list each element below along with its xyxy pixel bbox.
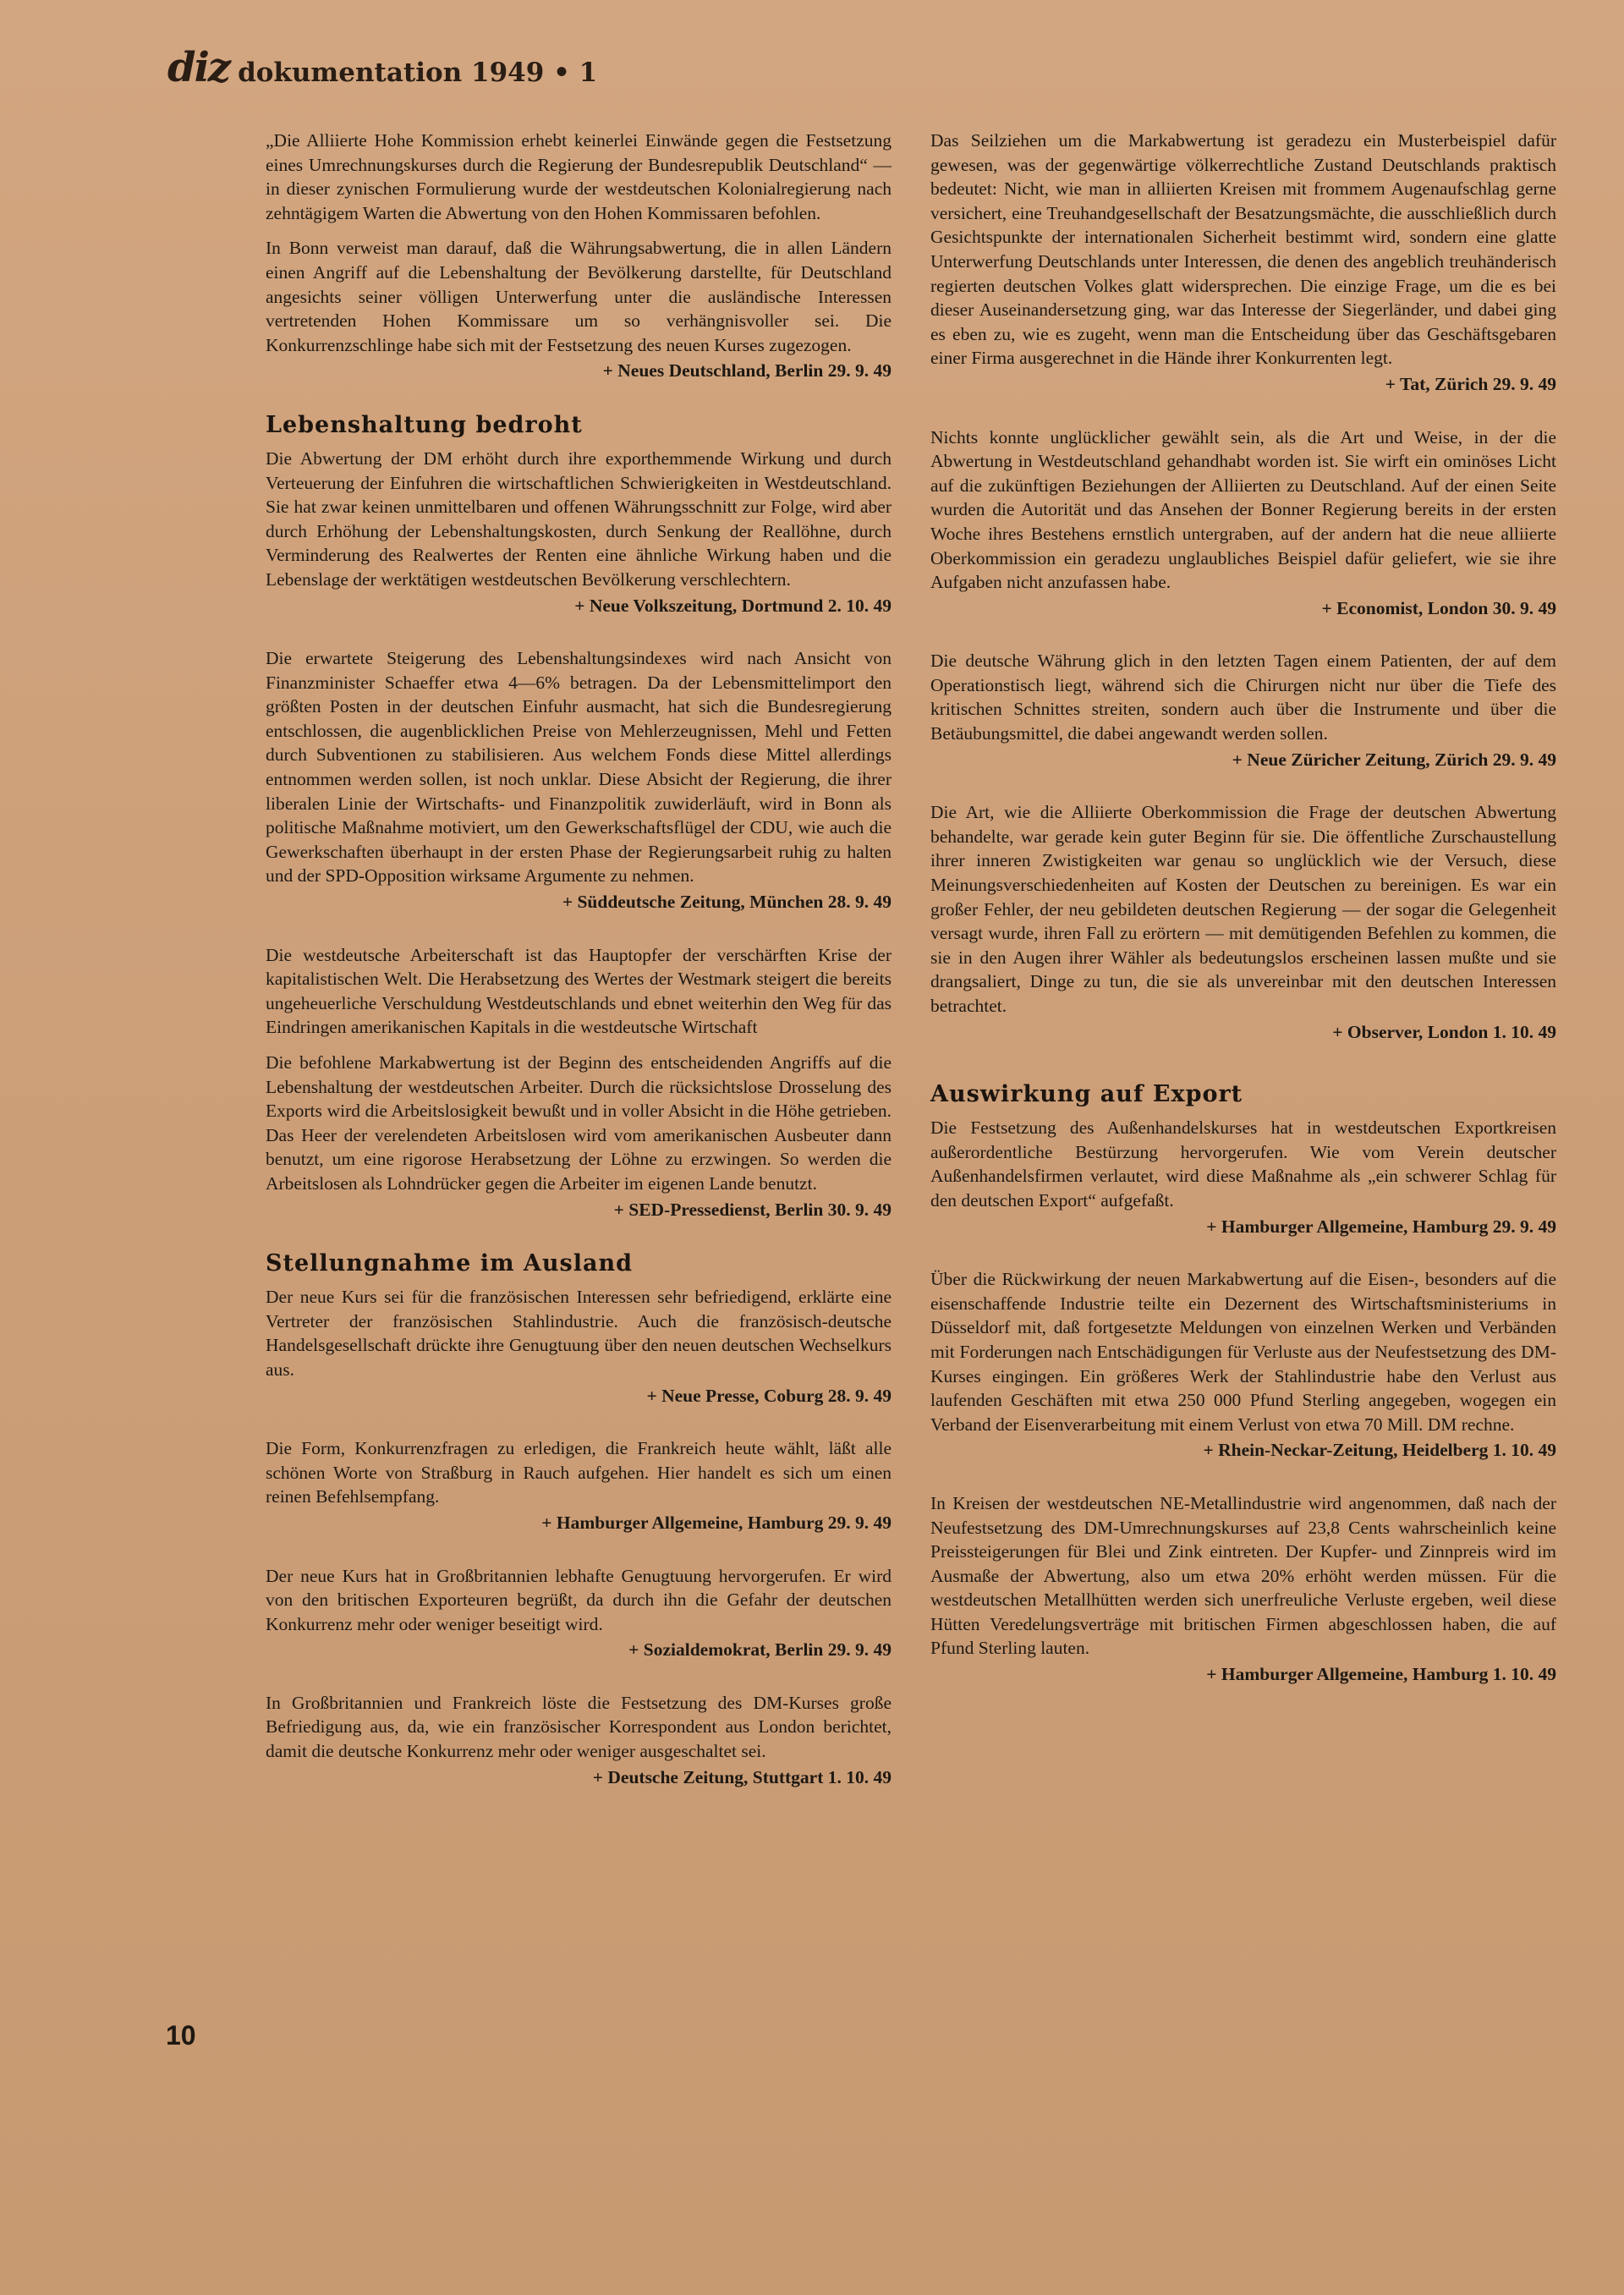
paragraph: Die Form, Konkurrenzfragen zu erledigen, die Frankreich heute wählt, läßt alle schönen Worte von Straßburg in Rauch aufgehen. Hier handelt es sich um einen reinen Befehlsempfang. [266, 1438, 892, 1507]
paragraph: In Großbritannien und Frankreich löste die Festsetzung des DM-Kurses große Befriedigung aus, da, wie ein französischer Korrespondent aus London berichtet, damit die deutsche Konkurrenz mehr oder weniger ausgeschaltet sei. [266, 1692, 892, 1762]
section-heading-lebenshaltung: Lebenshaltung bedroht [266, 411, 583, 438]
article-neue-volkszeitung [266, 447, 892, 618]
article-source: + SED-Pressedienst, Berlin 30. 9. 49 [613, 1199, 892, 1220]
article-sed-pressedienst [266, 943, 892, 1222]
paragraph: Das Seilziehen um die Markabwertung ist geradezu ein Musterbeispiel dafür gewesen, was der gegenwärtige völkerrechtliche Zustand Deutschlands praktisch bedeutet: Nicht, wie man in alliierten Kreisen mit frommem Augenaufschlag gerne versichert, eine Treuhandgesellschaft der Besatzungsmächte, die ausschließlich durch Gesichtspunkte der internationalen Sicherheit bestimmt wird, sondern eine glatte Unterwerfung Deutschlands unter Interessen, die denen des angeblich treuhänderisch regierten deutschen Volkes glatt widersprechen. Die einzige Frage, um die es bei dieser Auseinandersetzung ging, war das Interesse der Siegerländer, und dabei ging es eben zu, wie es zugeht, wenn man die Entscheidung über das Geschäftsgebaren einer Firma ausgerechnet in die Hände ihrer Konkurrenten legt. [930, 130, 1556, 369]
paragraph: Die Abwertung der DM erhöht durch ihre exporthemmende Wirkung und durch Verteuerung der Einfuhren die wirtschaftlichen Schwierigkeiten in Westdeutschland. Sie hat zwar keinen unmittelbaren und offenen Währungsschnitt zur Folge, wird aber durch Erhöhung der Lebenshaltungskosten, durch Senkung der Reallöhne, durch Verminderung des Realwertes der Renten eine ähnliche Wirkung haben und die Lebenslage der werktätigen westdeutschen Bevölkerung verschlechtern. [266, 447, 892, 590]
article-source: + Süddeutsche Zeitung, München 28. 9. 49 [562, 892, 892, 913]
article-source: + Neues Deutschland, Berlin 29. 9. 49 [602, 360, 892, 382]
right-column [930, 129, 1556, 1716]
diz-logo: diz [167, 44, 230, 91]
article-observer [930, 800, 1556, 1044]
article-source: + Tat, Zürich 29. 9. 49 [1385, 373, 1556, 394]
paragraph: In Bonn verweist man darauf, daß die Währungsabwertung, die in allen Ländern einen Angriff auf die Lebenshaltung der Bevölkerung darstellte, für Deutschland angesichts seiner völligen Unterwerfung unter die ausländische Interessen vertretenden Hohen Kommissare um so verhängnisvoller sei. Die Konkurrenzschlinge habe sich mit der Festsetzung des neuen Kurses zugezogen. [266, 238, 892, 355]
paragraph: Die befohlene Markabwertung ist der Beginn des entscheidenden Angriffs auf die Lebenshaltung der westdeutschen Arbeiter. Durch die rücksichtslose Drosselung des Exports wird die Arbeitslosigkeit bewußt und in voller Absicht in die Höhe getrieben. Das Heer der verelendeten Arbeitslosen wird vom amerikanischen Ausbeuter dann benutzt, um eine rigorose Herabsetzung der Löhne zu erzwingen. So werden die Arbeitslosen als Lohndrücker gegen die Arbeiter im eigenen Lande benutzt. [266, 1052, 892, 1194]
paragraph: Die Art, wie die Alliierte Oberkommission die Frage der deutschen Abwertung behandelte, war gerade kein guter Beginn für sie. Die öffentliche Zurschaustellung ihrer inneren Zwistigkeiten war genau so unglücklich wie der Versuch, diese Meinungsverschiedenheiten auf Kosten der Deutschen zu bereinigen. Es war ein großer Fehler, der neu gebildeten deutschen Regierung — der sogar die Gelegenheit versagt wurde, ihren Fall zu erörtern — mit demütigenden Befehlen zu kommen, die sie in den Augen ihrer Wähler als bedeutungslos erscheinen lassen mußte und sie drangsaliert, Dinge zu tun, die sie als unvereinbar mit den deutschen Interessen betrachtet. [930, 802, 1556, 1016]
article-neues-deutschland [266, 129, 892, 383]
section-heading-export: Auswirkung auf Export [930, 1081, 1243, 1108]
article-tat [930, 129, 1556, 397]
page-header [167, 44, 597, 91]
paragraph: Die Festsetzung des Außenhandelskurses hat in westdeutschen Exportkreisen außerordentliche Bestürzung hervorgerufen. Wie vom Verein deutscher Außenhandelsfirmen verlautet, wird diese Maßnahme als „ein schwerer Schlag für den deutschen Export“ aufgefaßt. [930, 1117, 1556, 1211]
article-source: + Economist, London 30. 9. 49 [1321, 597, 1556, 618]
article-deutsche-zeitung [266, 1691, 892, 1789]
article-source: + Hamburger Allgemeine, Hamburg 1. 10. 49 [1206, 1664, 1556, 1685]
article-source: + Observer, London 1. 10. 49 [1332, 1021, 1556, 1042]
article-source: + Hamburger Allgemeine, Hamburg 29. 9. 49 [541, 1512, 892, 1533]
paragraph: In Kreisen der westdeutschen NE-Metallindustrie wird angenommen, daß nach der Neufestsetzung des DM-Umrechnungskurses auf 23,8 Cents wahrscheinlich keine Preissteigerungen für Blei und Zink eintreten. Der Kupfer- und Zinnpreis wird im Ausmaße der Abwertung, also um etwa 20% erhöht werden müssen. Für die westdeutschen Metallhütten werden sich unerfreuliche Verluste ergeben, weil diese Hütten Veredelungsverträge mit britischen Firmen abgeschlossen haben, die auf Pfund Sterling lauten. [930, 1492, 1556, 1659]
article-source: + Hamburger Allgemeine, Hamburg 29. 9. 49 [1206, 1216, 1556, 1237]
article-hamburger-allgemeine-3 [930, 1491, 1556, 1687]
paragraph: Die erwartete Steigerung des Lebenshaltungsindexes wird nach Ansicht von Finanzminister Schaeffer etwa 4—6% betragen. Da der Lebensmittelimport den größten Posten in der deutschen Einfuhr ausmacht, hat sich die Bundesregierung entschlossen, die augenblicklichen Preise von Mehlerzeugnissen, Mehl und Fetten durch Subventionen zu stabilisieren. Aus welchem Fonds diese Mittel allerdings entnommen werden sollen, ist noch unklar. Diese Absicht der Regierung, die ihrer liberalen Linie der Wirtschafts- und Finanzpolitik zuwiderläuft, wird in Bonn als politische Maßnahme motiviert, um den Gewerkschaftsflügel der CDU, wie auch die Gewerkschaften überhaupt in der ersten Phase der Regierungsarbeit ruhig zu halten und der SPD-Opposition wirksame Argumente zu nehmen. [266, 648, 892, 887]
paragraph: Der neue Kurs sei für die französischen Interessen sehr befriedigend, erklärte eine Vertreter der französischen Stahlindustrie. Auch die französisch-deutsche Handelsgesellschaft drückte ihre Genugtuung über den neuen deutschen Wechselkurs aus. [266, 1287, 892, 1380]
article-sozialdemokrat [266, 1564, 892, 1662]
paragraph: Die westdeutsche Arbeiterschaft ist das Hauptopfer der verschärften Krise der kapitalistischen Welt. Die Herabsetzung des Wertes der Westmark steigert die bereits ungeheuerliche Verschuldung Westdeutschlands und ebnet weiterhin den Weg für das Eindringen amerikanischen Kapitals in die westdeutsche Wirtschaft [266, 944, 892, 1038]
page-number: 10 [166, 2020, 196, 2051]
paragraph: Nichts konnte unglücklicher gewählt sein, als die Art und Weise, in der die Abwertung in Westdeutschland gehandhabt worden ist. Sie wirft ein ominöses Licht auf die zukünftigen Beziehungen der Alliierten zu Deutschland. Auf der einen Seite wurden die Autorität und das Ansehen der Bonner Regierung bereits in der ersten Woche ihres Bestehens ernstlich untergraben, auf der andern hat die neue alliierte Oberkommission ein geradezu unglaubliches Beispiel dafür geliefert, wie sie ihre Aufgaben nicht anzufassen habe. [930, 426, 1556, 593]
article-rhein-neckar [930, 1267, 1556, 1463]
section-heading-ausland: Stellungnahme im Ausland [266, 1250, 633, 1277]
article-source: + Neue Volkszeitung, Dortmund 2. 10. 49 [574, 595, 892, 616]
article-neue-zuericher [930, 649, 1556, 771]
paragraph: Die deutsche Währung glich in den letzten Tagen einem Patienten, der auf dem Operationstisch liegt, während sich die Chirurgen nicht nur über die Tiefe des kritischen Schnittes streiten, sondern auch über die Instrumente und über die Betäubungsmittel, die dabei angewandt werden sollen. [930, 651, 1556, 744]
article-source: + Neue Züricher Zeitung, Zürich 29. 9. 49 [1232, 749, 1556, 770]
paragraph: Der neue Kurs hat in Großbritannien lebhafte Genugtuung hervorgerufen. Er wird von den britischen Exporteuren begrüßt, da durch ihn die Gefahr der deutschen Konkurrenz mehr oder weniger beseitigt wird. [266, 1565, 892, 1634]
article-source: + Rhein-Neckar-Zeitung, Heidelberg 1. 10. 49 [1203, 1440, 1556, 1461]
article-source: + Sozialdemokrat, Berlin 29. 9. 49 [628, 1639, 892, 1661]
article-source: + Deutsche Zeitung, Stuttgart 1. 10. 49 [592, 1766, 892, 1787]
left-column [266, 129, 892, 1818]
article-hamburger-allgemeine-1 [266, 1436, 892, 1535]
article-economist [930, 426, 1556, 621]
paragraph: Über die Rückwirkung der neuen Markabwertung auf die Eisen-, besonders auf die eisenschaffende Industrie teilte ein Dezernent des Wirtschaftsministeriums in Düsseldorf mit, daß fortgesetzte Meldungen von einzelnen Werken und Verbänden mit Forderungen nach Entschädigungen für Verluste aus der Neufestsetzung des DM-Kurses eingingen. Ein größeres Werk der Stahlindustrie habe den Verlust aus laufenden Geschäften mit etwa 250 000 Pfund Sterling angegeben, wogegen ein Verband der Eisenverarbeitung mit einem Verlust von etwa 70 Mill. DM rechne. [930, 1269, 1556, 1435]
article-hamburger-allgemeine-2 [930, 1116, 1556, 1238]
article-neue-presse [266, 1285, 892, 1408]
article-source: + Neue Presse, Coburg 28. 9. 49 [646, 1385, 892, 1406]
article-sueddeutsche [266, 646, 892, 914]
paragraph: „Die Alliierte Hohe Kommission erhebt keinerlei Einwände gegen die Festsetzung eines Umrechnungskurses durch die Regierung der Bundesrepublik Deutschland“ — in dieser zynischen Formulierung wurde der westdeutschen Kolonialregierung nach zehntägigem Warten die Abwertung von den Hohen Kommissaren befohlen. [266, 130, 892, 223]
header-title: dokumentation 1949 • 1 [238, 58, 598, 88]
